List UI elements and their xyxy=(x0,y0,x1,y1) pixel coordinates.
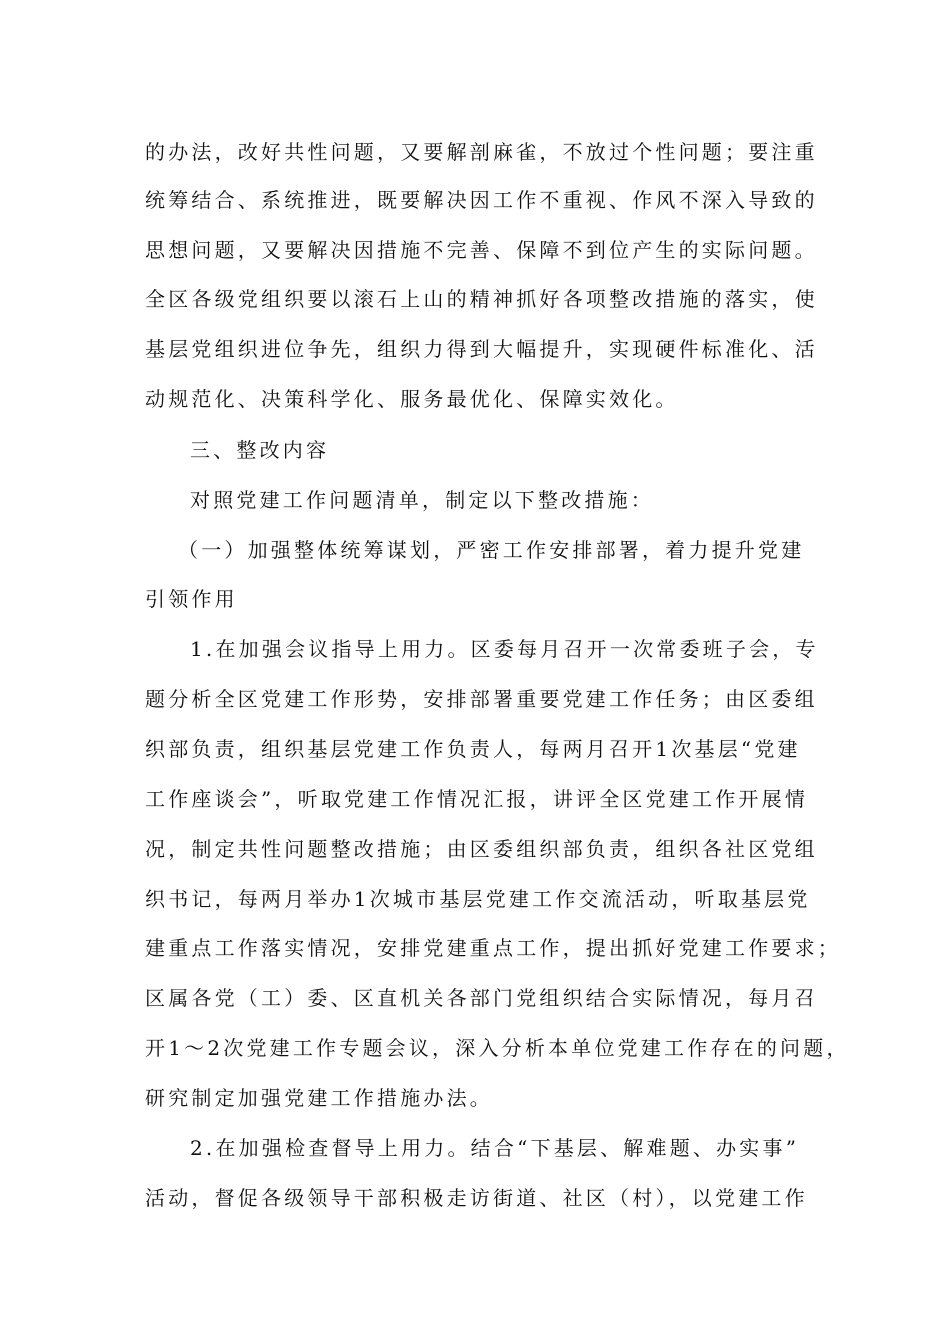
subheading-line-2: 引领作用 xyxy=(145,587,238,611)
text-line-5: 基层党组织进位争先，组织力得到大幅提升，实现硬件标准化、活 xyxy=(145,337,818,361)
text-line-2: 统筹结合、系统推进，既要解决因工作不重视、作风不深入导致的 xyxy=(145,188,818,212)
text-line-20: 研究制定加强党建工作措施办法。 xyxy=(145,1086,493,1110)
text-line-18: 区属各党（工）委、区直机关各部门党组织结合实际情况，每月召 xyxy=(145,986,818,1010)
text-line-12: 题分析全区党建工作形势，安排部署重要党建工作任务；由区委组 xyxy=(145,687,818,711)
text-line-4: 全区各级党组织要以滚石上山的精神抓好各项整改措施的落实，使 xyxy=(145,287,818,311)
text-line-22: 活动，督促各级领导干部积极走访街道、社区（村），以党建工作 xyxy=(145,1186,808,1210)
subheading-line-1: （一）加强整体统筹谋划，严密工作安排部署，着力提升党建 xyxy=(178,538,805,562)
text-line-21: 2.在加强检查督导上用力。结合“下基层、解难题、办实事” xyxy=(190,1136,800,1160)
text-line-1: 的办法，改好共性问题，又要解剖麻雀，不放过个性问题；要注重 xyxy=(145,140,818,164)
text-line-3: 思想问题，又要解决因措施不完善、保障不到位产生的实际问题。 xyxy=(145,238,818,262)
section-heading: 三、整改内容 xyxy=(190,438,330,462)
intro-line: 对照党建工作问题清单，制定以下整改措施： xyxy=(190,488,654,512)
text-line-13: 织部负责，组织基层党建工作负责人，每两月召开1次基层“党建 xyxy=(145,737,801,761)
text-line-16: 织书记，每两月举办1次城市基层党建工作交流活动，听取基层党 xyxy=(145,887,811,911)
text-line-14: 工作座谈会”，听取党建工作情况汇报，讲评全区党建工作开展情 xyxy=(145,787,809,811)
text-line-17: 建重点工作落实情况，安排党建重点工作，提出抓好党建工作要求； xyxy=(145,936,841,960)
text-line-11: 1.在加强会议指导上用力。区委每月召开一次常委班子会，专 xyxy=(190,637,819,661)
text-line-19: 开1～2次党建工作专题会议，深入分析本单位党建工作存在的问题， xyxy=(145,1036,850,1060)
text-line-15: 况，制定共性问题整改措施；由区委组织部负责，组织各社区党组 xyxy=(145,837,818,861)
text-line-6: 动规范化、决策科学化、服务最优化、保障实效化。 xyxy=(145,387,679,411)
